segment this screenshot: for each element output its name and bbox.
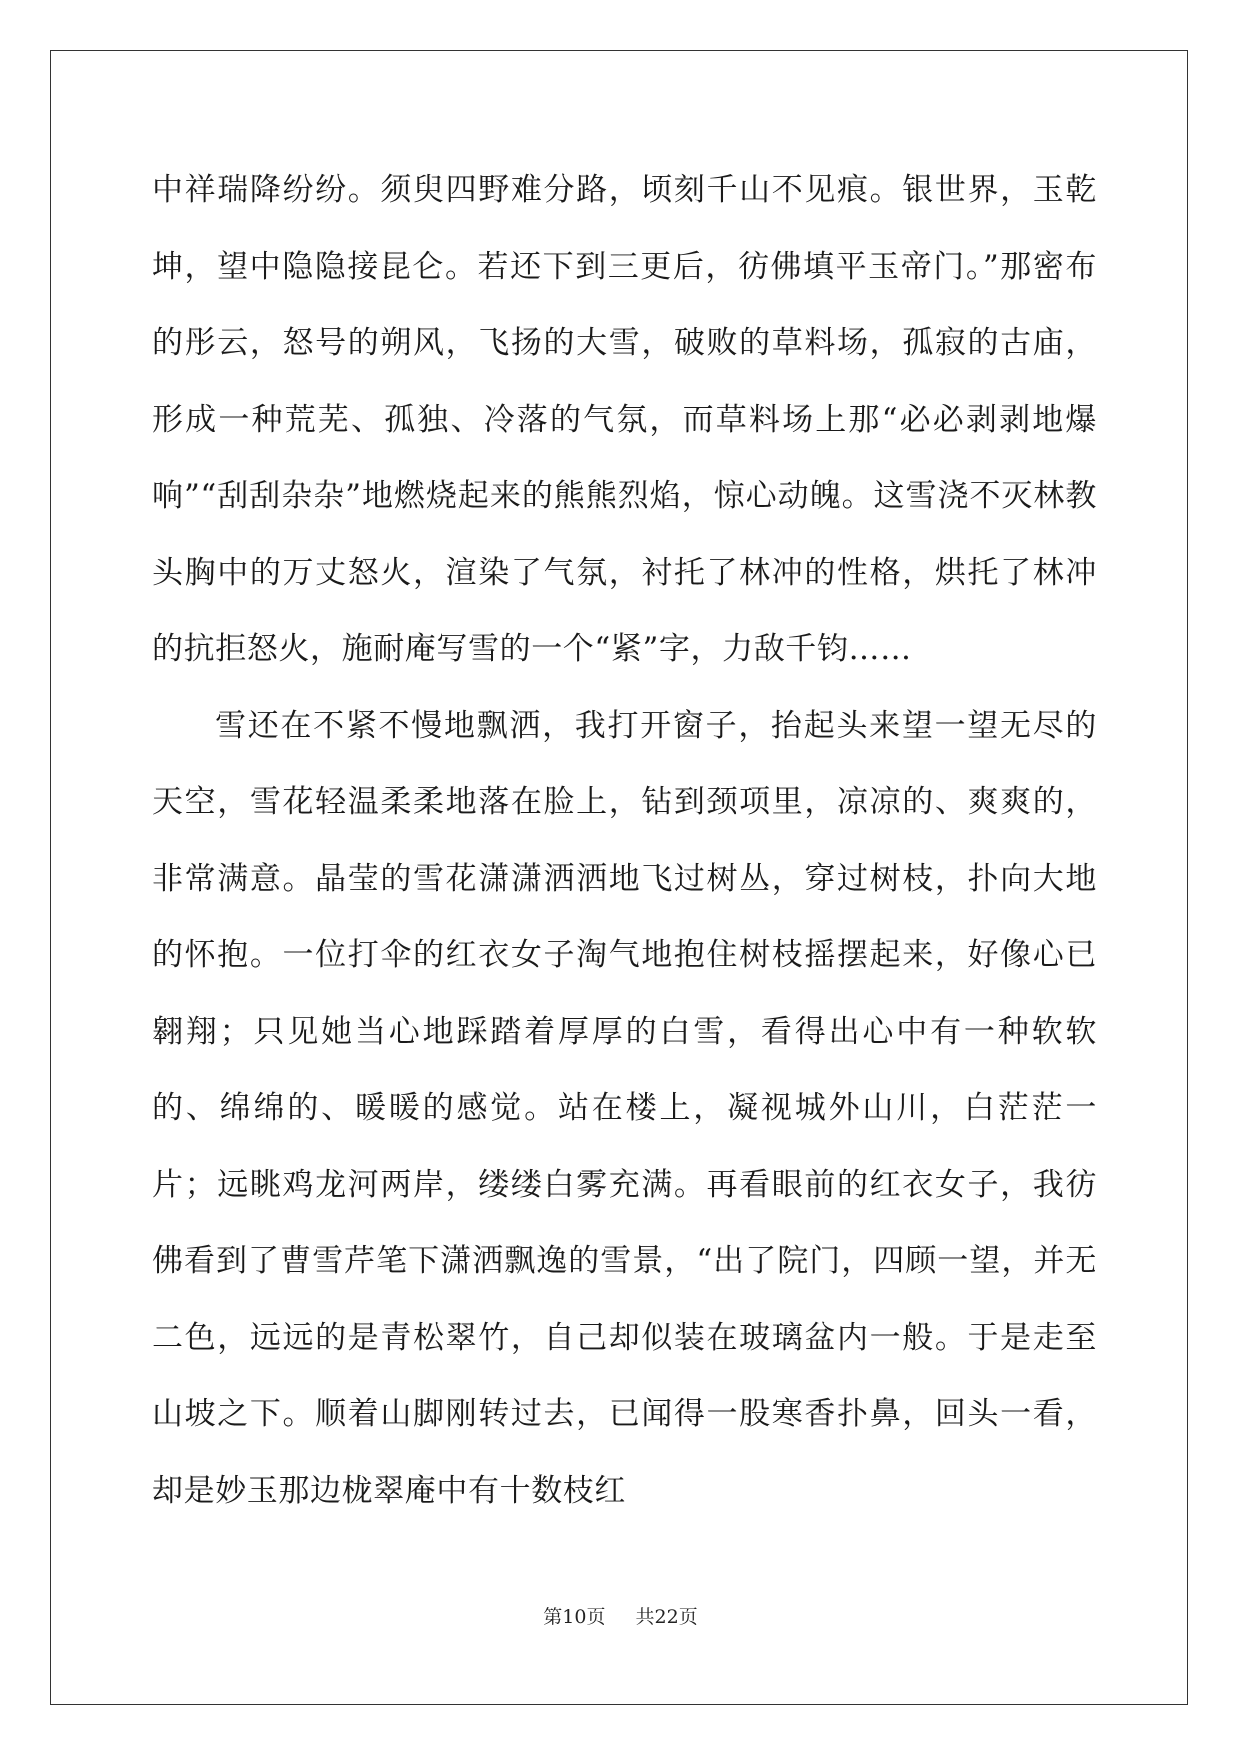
page-total: 共22页 bbox=[635, 1606, 698, 1628]
document-body bbox=[152, 152, 1097, 1529]
page-number: 第10页 bbox=[543, 1606, 606, 1628]
paragraph-2: 雪还在不紧不慢地飘洒，我打开窗子，抬起头来望一望无尽的天空，雪花轻温柔柔地落在脸上，钻到颈项里，凉凉的、爽爽的，非常满意。晶莹的雪花潇潇洒洒地飞过树丛，穿过树枝，扑向大地的怀抱。一位打伞的红衣女子淘气地抱住树枝摇摆起来，好像心已翱翔；只见她当心地踩踏着厚厚的白雪，看得出心中有一种软软的、绵绵的、暖暖的感觉。站在楼上，凝视城外山川，白茫茫一片；远眺鸡龙河两岸，缕缕白雾充满。再看眼前的红衣女子，我彷佛看到了曹雪芹笔下潇洒飘逸的雪景，“出了院门，四顾一望，并无二色，远远的是青松翠竹，自己却似装在玻璃盆内一般。于是走至山坡之下。顺着山脚刚转过去，已闻得一股寒香扑鼻，回头一看，却是妙玉那边栊翠庵中有十数枝红 bbox=[152, 707, 1097, 1509]
paragraph-1: 中祥瑞降纷纷。须臾四野难分路，顷刻千山不见痕。银世界，玉乾坤，望中隐隐接昆仑。若还下到三更后，彷佛填平玉帝门。”那密布的彤云，怒号的朔风，飞扬的大雪，破败的草料场，孤寂的古庙，形成一种荒芜、孤独、冷落的气氛，而草料场上那“必必剥剥地爆响”“刮刮杂杂”地燃烧起来的熊熊烈焰，惊心动魄。这雪浇不灭林教头胸中的万丈怒火，渲染了气氛，衬托了林冲的性格，烘托了林冲的抗拒怒火，施耐庵写雪的一个“紧”字，力敌千钧…… bbox=[152, 172, 1097, 667]
page-footer bbox=[0, 1602, 1241, 1629]
